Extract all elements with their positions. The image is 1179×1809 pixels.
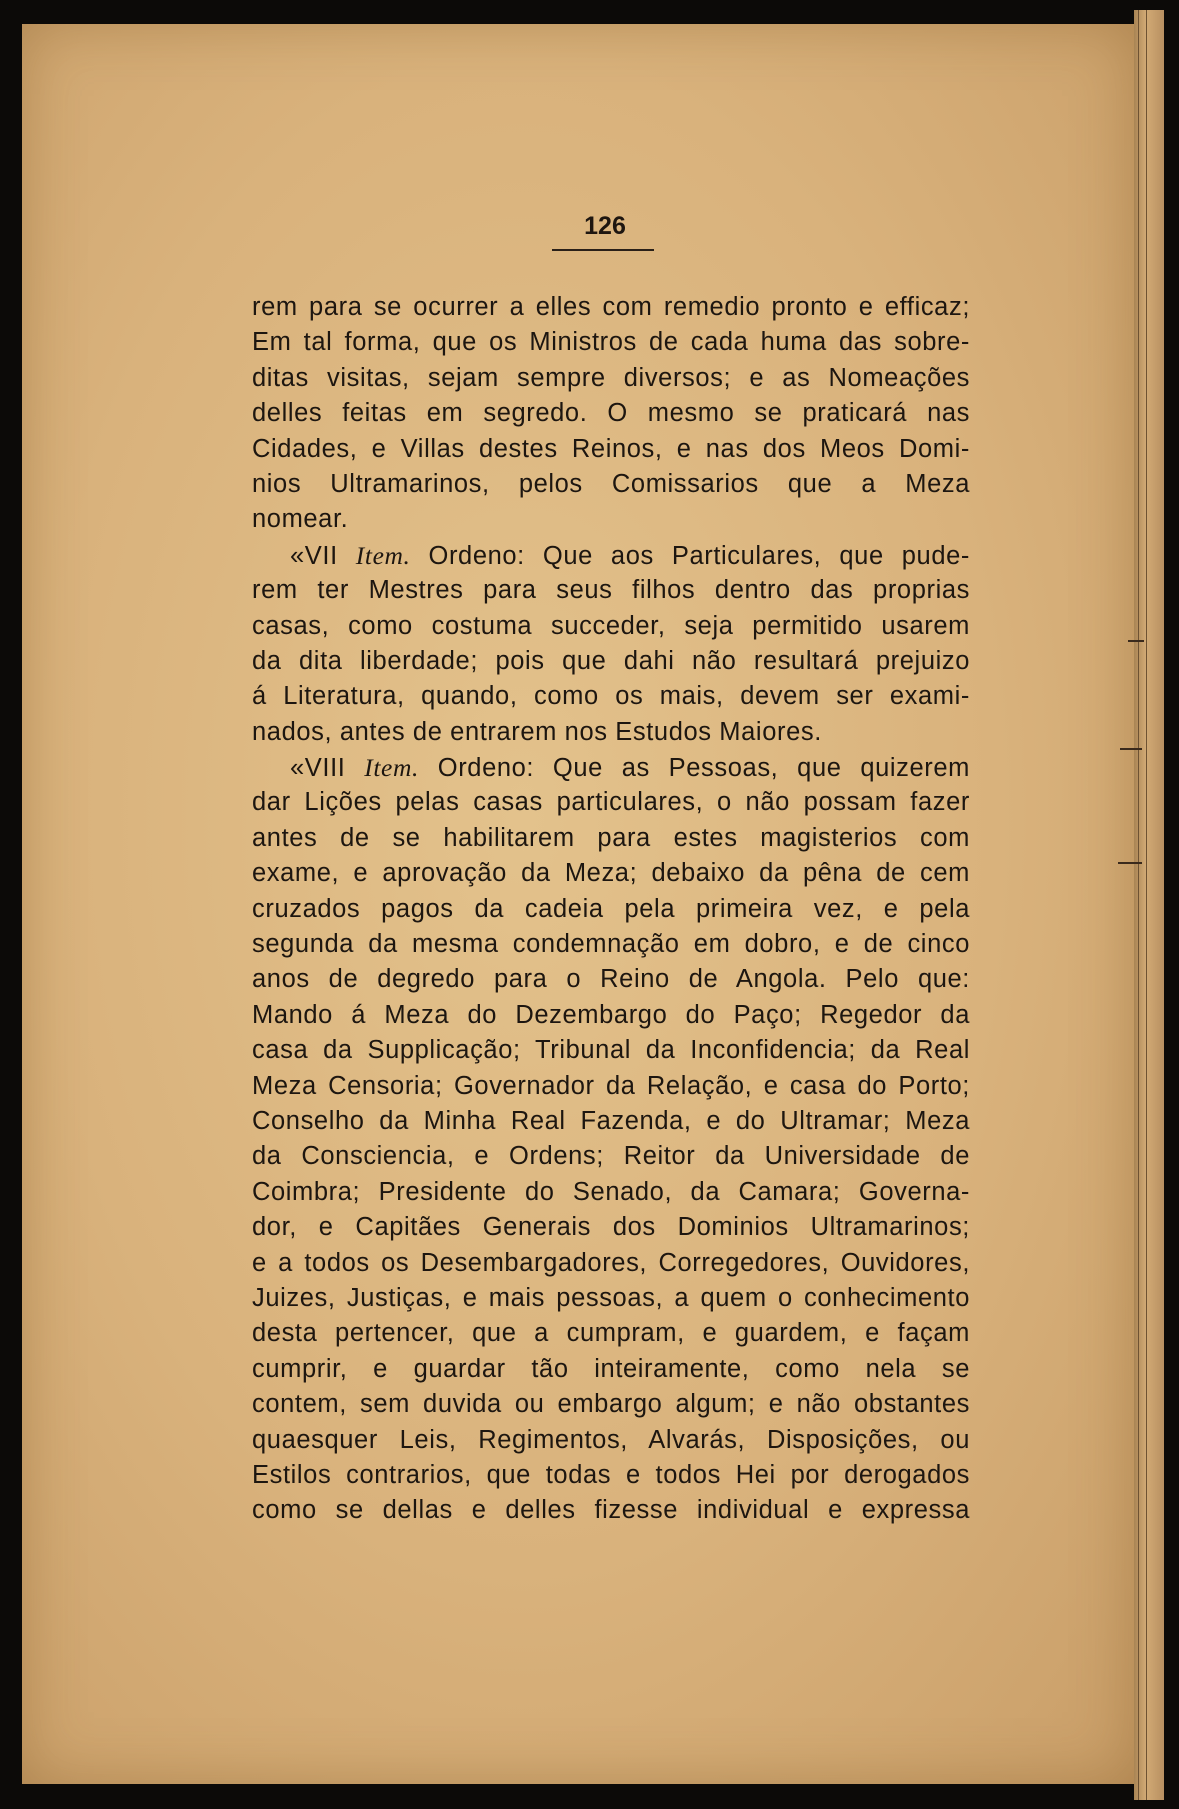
- item-opener: «VIII: [290, 754, 346, 783]
- text-line: dar Lições pelas casas particulares, o não possam fazer: [252, 788, 970, 817]
- text-line: e a todos os Desembargadores, Corregedores, Ouvidores,: [252, 1248, 970, 1277]
- text-line: rem ter Mestres para seus filhos dentro das proprias: [252, 576, 970, 605]
- text-line: [252, 538, 970, 573]
- text-line: nios Ultramarinos, pelos Comissarios que a Meza: [252, 469, 970, 498]
- item-label: Item.: [364, 753, 419, 783]
- paragraph-2: [252, 538, 970, 750]
- text-line: nados, antes de entrarem nos Estudos Maiores.: [252, 717, 822, 746]
- paragraph-1: [252, 290, 970, 538]
- text-line: exame, e aprovação da Meza; debaixo da pêna de cem: [252, 859, 970, 888]
- text-line: Em tal forma, que os Ministros de cada huma das sobre-: [252, 328, 970, 357]
- text-line: como se dellas e delles fizesse individual e expressa: [252, 1496, 970, 1525]
- text-line: desta pertencer, que a cumpram, e guardem, e façam: [252, 1319, 970, 1348]
- item-opener: «VII: [290, 541, 338, 570]
- page-body: [252, 290, 970, 1529]
- text-line: dor, e Capitães Generais dos Dominios Ultramarinos;: [252, 1213, 970, 1242]
- text-line: delles feitas em segredo. O mesmo se praticará nas: [252, 399, 970, 428]
- item-label: Item.: [355, 540, 411, 570]
- item-text: Ordeno: Que aos Particulares, que pude-: [428, 541, 970, 570]
- text-line: contem, sem duvida ou embargo algum; e não obstantes: [252, 1390, 970, 1419]
- text-line: Juizes, Justiças, e mais pessoas, a quem o conhecimento: [252, 1283, 970, 1312]
- text-line: Coimbra; Presidente do Senado, da Camara; Governa-: [252, 1177, 970, 1206]
- text-line: casas, como costuma succeder, seja permitido usarem: [252, 611, 970, 640]
- page-number: 126: [584, 212, 626, 240]
- text-line: nomear.: [252, 505, 349, 534]
- page-number-rule: [552, 249, 654, 251]
- text-line: anos de degredo para o Reino de Angola. Pelo que:: [252, 965, 970, 994]
- text-line: cruzados pagos da cadeia pela primeira vez, e pela: [252, 894, 970, 923]
- text-line: segunda da mesma condemnação em dobro, e de cinco: [252, 930, 970, 959]
- paragraph-3: [252, 750, 970, 1529]
- text-line: da dita liberdade; pois que dahi não resultará prejuizo: [252, 646, 970, 675]
- text-line: ditas visitas, sejam sempre diversos; e as Nomeações: [252, 363, 970, 392]
- text-line: rem para se ocurrer a elles com remedio pronto e efficaz;: [252, 293, 970, 321]
- text-line: Mando á Meza do Dezembargo do Paço; Regedor da: [252, 1000, 970, 1029]
- text-line: antes de se habilitarem para estes magisterios com: [252, 823, 970, 852]
- text-line: quaesquer Leis, Regimentos, Alvarás, Disposições, ou: [252, 1425, 970, 1454]
- text-line: [252, 750, 970, 785]
- page-edge: [1134, 10, 1164, 1800]
- text-line: casa da Supplicação; Tribunal da Inconfidencia; da Real: [252, 1036, 970, 1065]
- text-line: da Consciencia, e Ordens; Reitor da Universidade de: [252, 1142, 970, 1171]
- text-line: Conselho da Minha Real Fazenda, e do Ultramar; Meza: [252, 1106, 970, 1135]
- binding-mark: [1118, 862, 1142, 864]
- text-line: á Literatura, quando, como os mais, devem ser exami-: [252, 682, 970, 711]
- binding-mark: [1120, 748, 1142, 750]
- text-line: Estilos contrarios, que todas e todos Hei por derogados: [252, 1460, 970, 1489]
- edge-line: [1138, 10, 1139, 1800]
- text-line: Meza Censoria; Governador da Relação, e casa do Porto;: [252, 1071, 970, 1100]
- text-line: cumprir, e guardar tão inteiramente, como nela se: [252, 1354, 970, 1383]
- binding-mark: [1128, 640, 1144, 642]
- item-text: Ordeno: Que as Pessoas, que quizerem: [437, 754, 970, 783]
- text-line: Cidades, e Villas destes Reinos, e nas dos Meos Domi-: [252, 434, 970, 463]
- edge-line: [1146, 10, 1147, 1800]
